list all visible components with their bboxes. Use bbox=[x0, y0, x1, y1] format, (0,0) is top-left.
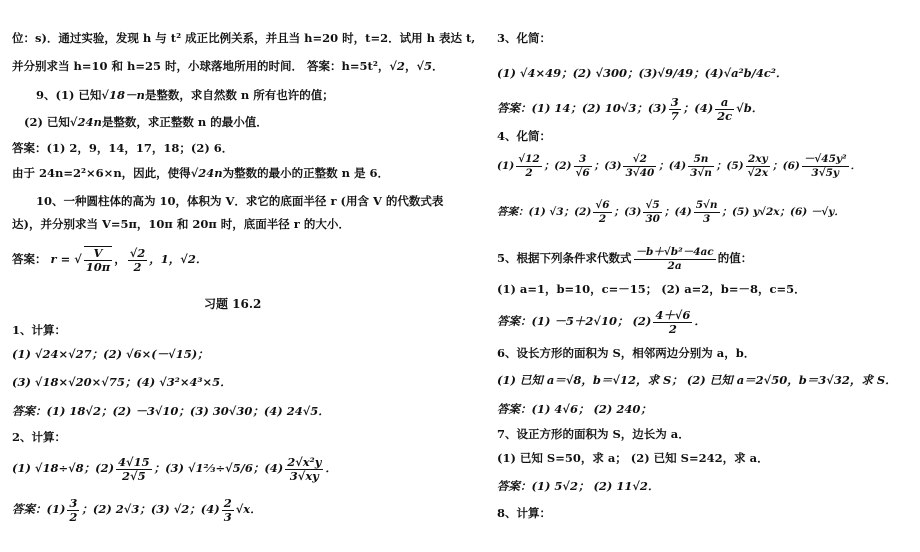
denominator: √6 bbox=[575, 166, 590, 179]
fraction bbox=[222, 497, 234, 524]
problem-3-parts bbox=[497, 58, 787, 88]
numerator: 2 bbox=[223, 495, 232, 510]
fraction bbox=[84, 246, 112, 274]
part-4-label: ；(4) bbox=[693, 66, 724, 80]
fraction bbox=[746, 153, 770, 180]
problem-9-part2 bbox=[24, 114, 268, 130]
numerator: 3 bbox=[69, 495, 78, 510]
denominator: 3√xy bbox=[289, 468, 319, 483]
denominator: 10π bbox=[85, 260, 111, 274]
problem-1-parts-1-2: (1) √24×√27；(2) √6×(－√15)； bbox=[12, 347, 209, 361]
numerator: －b＋√b²－4ac bbox=[635, 245, 714, 258]
denominator: 2 bbox=[598, 212, 607, 225]
answer-value: √2 bbox=[389, 59, 405, 73]
fraction bbox=[128, 247, 148, 274]
answer-label: 答案：(1) －5＋2√10； (2) bbox=[497, 314, 652, 328]
denominator: 2 bbox=[525, 166, 533, 179]
problem-3-heading: 3、化简： bbox=[497, 31, 552, 45]
fraction bbox=[285, 456, 323, 483]
fraction bbox=[669, 96, 681, 123]
numerator: √2 bbox=[129, 245, 146, 260]
denominator: 7 bbox=[670, 108, 679, 123]
problem-6-answer: 答案：(1) 4√6； (2) 240； bbox=[497, 402, 652, 416]
period: ． bbox=[850, 160, 862, 172]
answer-label: 答案： bbox=[12, 252, 47, 266]
answer-tail: √b． bbox=[736, 101, 764, 115]
label: ；(5) bbox=[715, 160, 744, 172]
denominator: 2 bbox=[69, 509, 78, 524]
problem-8-text-line2: 并分别求当 h=10 和 h=25 时，小球落地所用的时间． 答案：h=5t²， bbox=[12, 59, 390, 73]
denominator: 2√5 bbox=[122, 468, 146, 483]
separator: ， bbox=[114, 252, 126, 266]
denominator: 2a bbox=[667, 259, 682, 272]
period: ． bbox=[325, 461, 337, 475]
problem-6-heading: 6、设长方形的面积为 S，相邻两边分别为 a，b． bbox=[497, 346, 756, 360]
fraction bbox=[623, 153, 656, 180]
label: (2) 已知 bbox=[24, 115, 70, 129]
problem-7-parts: (1) 已知 S=50，求 a； (2) 已知 S=242，求 a． bbox=[497, 451, 769, 465]
fraction bbox=[715, 96, 734, 123]
label: ；(6) bbox=[772, 160, 800, 172]
part-3: ；(3) √1⅔÷√5/6；(4) bbox=[153, 461, 284, 475]
fraction bbox=[688, 153, 714, 180]
fraction bbox=[802, 153, 849, 180]
numerator: 4√15 bbox=[118, 454, 150, 469]
problem-4-answer bbox=[497, 196, 845, 228]
answer-label: 答案：(1) 14；(2) 10√3；(3) bbox=[497, 101, 667, 115]
numerator: √5 bbox=[643, 199, 662, 213]
answer-label: 答案：(1) bbox=[12, 502, 66, 516]
numerator: －√45y² bbox=[803, 152, 847, 165]
problem-5-answer bbox=[497, 305, 706, 337]
denominator: 2c bbox=[717, 108, 733, 123]
numerator: V bbox=[84, 247, 112, 261]
numerator: 5n bbox=[688, 153, 714, 167]
fraction bbox=[574, 153, 592, 180]
radical-sign: √ bbox=[74, 252, 82, 266]
denominator: √2x bbox=[747, 166, 769, 179]
text: 为整数的最小的正整数 n 是 6． bbox=[222, 166, 389, 180]
numerator: √2 bbox=[623, 153, 656, 167]
period: ． bbox=[775, 66, 788, 80]
fraction bbox=[653, 309, 692, 336]
problem-1-parts-3-4: (3) √18×√20×√75；(4) √3²×4³×5． bbox=[12, 375, 232, 389]
problem-8-text-line1: 位：s)．通过实验，发现 h 与 t² 成正比例关系，并且当 h=20 时，t=2．试用 h 表达 t, bbox=[12, 31, 476, 45]
separator: ， bbox=[404, 59, 417, 73]
problem-2-heading: 2、计算： bbox=[12, 430, 67, 444]
denominator: 2 bbox=[133, 259, 142, 274]
problem-4-parts bbox=[497, 150, 861, 182]
problem-10-text-line2: 达)，并分别求当 V=5π，10π 和 20π 时，底面半径 r 的大小． bbox=[12, 217, 350, 231]
answer-tail: ；(5) y√2x；(6) －√y． bbox=[721, 206, 845, 218]
fraction bbox=[634, 246, 716, 273]
denominator: 3 bbox=[223, 509, 232, 524]
numerator: a bbox=[715, 96, 734, 110]
problem-7-answer: 答案：(1) 5√2； (2) 11√2． bbox=[497, 479, 660, 493]
numerator: 3 bbox=[670, 94, 679, 109]
text: 是整数，求自然数 n 所有也许的值； bbox=[144, 88, 334, 102]
numerator: 2√x²y bbox=[287, 454, 322, 469]
label: ；(3) bbox=[613, 206, 642, 218]
answer-values: ，1，√2． bbox=[149, 252, 208, 266]
text: 5、根据下列条件求代数式 bbox=[497, 251, 632, 265]
label: 9、(1) 已知 bbox=[36, 88, 102, 102]
problem-5-heading bbox=[497, 242, 752, 274]
parts-1-2: (1) √18÷√8；(2) bbox=[12, 461, 115, 475]
answers-2-4: ；(2) 2√3；(3) √2；(4) bbox=[81, 502, 220, 516]
denominator: 3 bbox=[702, 212, 711, 225]
problem-9-answer: 答案：(1) 2，9，14，17，18；(2) 6． bbox=[12, 141, 234, 155]
problem-1-answer: 答案：(1) 18√2；(2) －3√10；(3) 30√30；(4) 24√5． bbox=[12, 404, 330, 418]
text: 的值： bbox=[717, 251, 753, 265]
problem-2-answer bbox=[12, 493, 262, 525]
parts-1-3: (1) √4×49；(2) √300；(3) bbox=[497, 66, 658, 80]
problem-8-answer-line bbox=[12, 58, 444, 74]
label: ；(4) bbox=[663, 206, 692, 218]
text: 由于 24n=2²×6×n，因此，使得 bbox=[12, 166, 191, 180]
label: ；(3) bbox=[593, 160, 622, 172]
variable-r: r = bbox=[50, 252, 71, 266]
text: 是整数，求正整数 n 的最小值． bbox=[101, 115, 268, 129]
numerator: √12 bbox=[518, 152, 540, 165]
denominator: 3√n bbox=[690, 166, 712, 179]
answer-value: √5 bbox=[416, 59, 432, 73]
problem-9-explanation bbox=[12, 165, 389, 181]
radical-fraction: √9/49 bbox=[657, 66, 694, 80]
numerator: 2xy bbox=[746, 153, 770, 167]
answer-tail: √x． bbox=[235, 502, 262, 516]
denominator: 30 bbox=[645, 212, 660, 225]
problem-2-parts bbox=[12, 452, 337, 484]
label: ；(4) bbox=[658, 160, 687, 172]
problem-4-heading: 4、化简： bbox=[497, 129, 552, 143]
problem-1-heading: 1、计算： bbox=[12, 323, 67, 337]
label: ；(2) bbox=[543, 160, 572, 172]
radical-fraction: √a²b/4c² bbox=[723, 66, 776, 80]
numerator: √6 bbox=[595, 198, 610, 211]
numerator: 5√n bbox=[695, 198, 718, 211]
fraction bbox=[67, 497, 79, 524]
problem-10-answer bbox=[12, 244, 207, 274]
period: ． bbox=[694, 314, 706, 328]
fraction bbox=[116, 456, 152, 483]
numerator: 4＋√6 bbox=[655, 307, 691, 322]
fraction bbox=[694, 199, 720, 226]
problem-8-heading: 8、计算： bbox=[497, 506, 552, 520]
denominator: 3√40 bbox=[625, 166, 655, 179]
denominator: 3√5y bbox=[811, 166, 840, 179]
radical-expr: √24n bbox=[69, 115, 102, 129]
radical-expr: √24n bbox=[190, 166, 223, 180]
period: ． bbox=[432, 59, 444, 73]
radical-expr: √18－n bbox=[101, 88, 145, 102]
problem-3-answer bbox=[497, 93, 763, 123]
problem-10-text-line1: 10、一种圆柱体的高为 10，体积为 V．求它的底面半径 r (用含 V 的代数式表 bbox=[36, 194, 444, 208]
section-title: 习题 16.2 bbox=[204, 297, 262, 311]
problem-9-part1 bbox=[36, 87, 334, 103]
problem-5-conditions: (1) a=1，b=10，c=－15； (2) a=2，b=－8，c=5． bbox=[497, 282, 806, 296]
numerator: 3 bbox=[574, 153, 592, 167]
problem-6-parts: (1) 已知 a＝√8，b＝√12，求 S； (2) 已知 a＝2√50，b＝3√32，求 S． bbox=[497, 373, 897, 387]
part-4-label: ；(4) bbox=[682, 101, 714, 115]
fraction bbox=[593, 199, 611, 226]
label: (1) bbox=[497, 160, 515, 172]
answer-label: 答案：(1) √3；(2) bbox=[497, 206, 592, 218]
fraction bbox=[516, 153, 542, 180]
problem-7-heading: 7、设正方形的面积为 S，边长为 a． bbox=[497, 427, 690, 441]
denominator: 2 bbox=[668, 321, 677, 336]
fraction bbox=[643, 199, 662, 226]
